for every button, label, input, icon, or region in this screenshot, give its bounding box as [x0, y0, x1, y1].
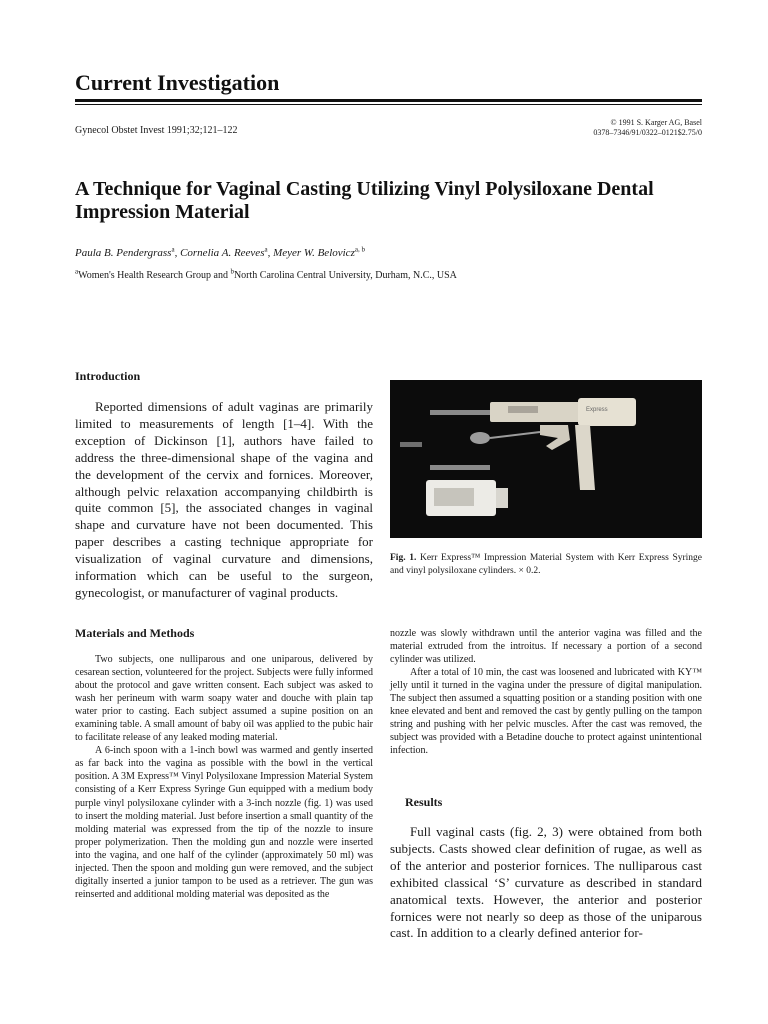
author-list: [75, 247, 365, 259]
methods-body: [75, 653, 373, 901]
figure-1-photo: [390, 380, 702, 538]
author-affiliation-mark: a, b: [354, 245, 365, 254]
gun-handle: [575, 425, 595, 490]
cylinder-cap: [496, 488, 508, 508]
affiliation-b: North Carolina Central University, Durham, N.C., USA: [233, 270, 457, 281]
cylinder-label: [434, 488, 474, 506]
affiliation-a: Women's Health Research Group and: [78, 270, 231, 281]
results-paragraph: Full vaginal casts (fig. 2, 3) were obtained from both subjects. Casts showed clear definition of rugae, as well as of the anterior and posterior fornices. The nulliparous cast exhibited classical ‘S’ curvature as described in standard anatomical texts. However, the anterior and posterior fornices were not nearly so deep as those of the uniparous cast. In addition to a clearly defined anterior for-: [390, 824, 702, 941]
syringe-label: [508, 406, 538, 413]
methods-paragraph: After a total of 10 min, the cast was loosened and lubricated with KY™ jelly until it turned in the vagina under the pressure of digital manipulation. The subject then assumed a squatting position or a standing position with one knee elevated and bent and removed the cast by gently pulling on the tampon string and pushing with her pelvic muscles. After the cast was removed, the subject was provided with a Betadine douche to protect against unintentional infection.: [390, 667, 702, 757]
journal-reference: Gynecol Obstet Invest 1991;32;121–122: [75, 125, 238, 136]
results-body: [390, 824, 702, 942]
mixing-nozzle-small: [400, 442, 422, 447]
affiliation-mark-b: b: [230, 267, 234, 276]
author-separator: ,: [267, 247, 274, 259]
header-rule-thin: [75, 104, 702, 105]
mixing-nozzle-lower: [430, 465, 490, 470]
copyright-line-1: © 1991 S. Karger AG, Basel: [610, 118, 702, 127]
author-affiliation-mark: a: [171, 245, 175, 254]
methods-continued-body: [390, 627, 702, 757]
spoon-handle: [490, 432, 540, 438]
author-name: Cornelia A. Reeves: [180, 247, 265, 259]
copyright-line-2: 0378–7346/91/0322–0121$2.75/0: [593, 128, 702, 137]
introduction-body: [75, 399, 373, 602]
gun-label: Express: [586, 407, 608, 413]
author-separator: ,: [174, 247, 181, 259]
section-label: Current Investigation: [75, 70, 280, 95]
figure-caption-text: Kerr Express™ Impression Material System with Kerr Express Syringe and vinyl polysiloxane cylinders. × 0.2.: [390, 553, 703, 576]
introduction-heading: Introduction: [75, 369, 141, 383]
methods-continued-paragraph: nozzle was slowly withdrawn until the anterior vagina was filled and the material extruded from the introitus. If necessary a portion of a second cylinder was utilized.: [390, 628, 702, 666]
results-heading: Results: [405, 795, 443, 809]
affiliation-mark-a: a: [75, 267, 79, 276]
figure-1-caption: [390, 552, 702, 578]
header-rule-thick: [75, 99, 702, 102]
methods-paragraph: Two subjects, one nulliparous and one uniparous, delivered by cesarean section, volunteered for the project. Subjects were fully informed about the protocol and gave written consent. Each subject was asked to wash her perineum with warm soapy water and douche with plain tap water prior to casting. Each subject assumed a supine position on an examining table. A small amount of baby oil was applied to the pubic hair to facilitate release of any leaked moding material.: [75, 654, 373, 744]
author-affiliation-mark: a: [264, 245, 268, 254]
article-title: A Technique for Vaginal Casting Utilizing Vinyl Polysiloxane Dental Impression Material: [75, 178, 654, 223]
methods-heading: Materials and Methods: [75, 626, 195, 640]
impression-system-illustration: [390, 380, 702, 538]
affiliations: [75, 267, 457, 281]
author-name: Paula B. Pendergrass: [75, 247, 172, 259]
introduction-paragraph: Reported dimensions of adult vaginas are primarily limited to measurements of length [1–4]. With the exception of Dickinson [1], authors have failed to address the three-dimensional shape of the vagina and the development of the cervix and fornices. Moreover, although pelvic relaxation accompanying childbirth is quite common [5], the associated changes in vaginal shape and curvature have not been documented. This paper describes a casting technique appropriate for visualization of vaginal curvature and dimensions, information which can be useful to the surgeon, gynecologist, or manufacturer of vaginal products.: [75, 399, 373, 600]
mixing-nozzle-upper: [430, 410, 500, 415]
methods-paragraph: A 6-inch spoon with a 1-inch bowl was warmed and gently inserted as far back into the vagina as possible with the bowl in the vertical position. A 3M Express™ Vinyl Polysiloxane Impression Material System consisting of a Kerr Express Syringe Gun equipped with a medium body purple vinyl polysiloxane cylinder with a 3-inch nozzle (fig. 1) was used to insert the molding material. Just before insertion a small quantity of the molding material was expressed from the tip of the nozzle to insure proper polymerization. Then the molding gun and nozzle were inserted into the vagina, and one half of the cylinder (approximately 50 ml) was injected. Then the spoon and molding gun were removed, and the subject digitally inserted a junior tampon to be used as a retriever. The gun was reinserted and additional molding material was deposited as the: [75, 745, 373, 900]
gun-trigger: [540, 425, 570, 450]
spoon-bowl: [470, 432, 490, 444]
author-name: Meyer W. Belovicz: [273, 247, 355, 259]
copyright-notice: [593, 118, 702, 138]
figure-label: Fig. 1.: [390, 553, 417, 563]
